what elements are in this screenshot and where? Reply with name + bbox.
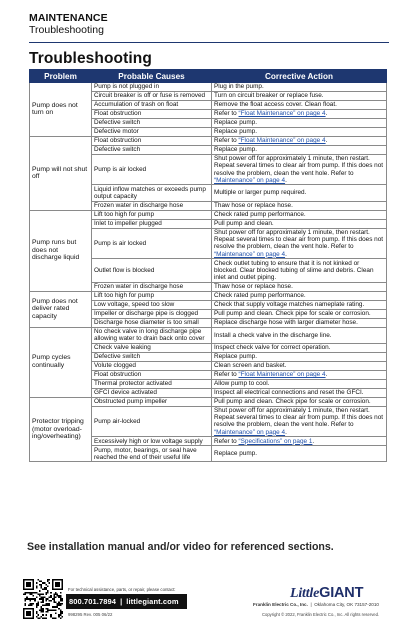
- table-body: [30, 83, 387, 462]
- action-text: Pull pump and clean.: [214, 220, 274, 228]
- action-cell: [212, 145, 387, 154]
- action-text: .: [285, 176, 287, 184]
- action-text: Check rated pump performance.: [214, 211, 306, 219]
- table-row: [30, 136, 387, 145]
- page-reference-link[interactable]: “Specifications” on page 1: [238, 437, 313, 445]
- action-text: Refer to: [214, 371, 239, 379]
- action-text: Pull pump and clean. Check pipe for scale or corrosion.: [214, 309, 371, 317]
- cause-cell: Defective switch: [92, 352, 212, 361]
- problem-cell: Protector tripping (motor overload-ing/overheating): [30, 397, 92, 462]
- cause-cell: Obstructed pump impeller: [92, 397, 212, 406]
- page-reference-link[interactable]: “Maintenance” on page 4: [214, 176, 286, 184]
- company-line: [253, 602, 379, 607]
- action-cell: [212, 309, 387, 318]
- header-divider: [29, 42, 389, 43]
- action-cell: [212, 282, 387, 291]
- separator: |: [309, 602, 313, 607]
- action-text: Turn on circuit breaker or replace fuse.: [214, 92, 324, 100]
- cause-cell: Pump, motor, bearings, or seal have reached the end of their useful life: [92, 446, 212, 462]
- subsection-label: Troubleshooting: [29, 24, 104, 36]
- cause-cell: Accumulation of trash on float: [92, 100, 212, 109]
- company-address: Oklahoma City, OK 73157-2010: [314, 602, 379, 607]
- page-reference-link[interactable]: “Float Maintenance” on page 4: [238, 137, 326, 145]
- action-cell: [212, 127, 387, 136]
- problem-cell: Pump runs but does not discharge liquid: [30, 210, 92, 291]
- phone-number[interactable]: 800.701.7894: [69, 597, 117, 606]
- cause-cell: Lift too high for pump: [92, 291, 212, 300]
- cause-cell: No check valve in long discharge pipe allowing water to drain back onto cover: [92, 327, 212, 343]
- action-cell: [212, 91, 387, 100]
- brand-logo: [290, 584, 363, 602]
- cause-cell: Defective motor: [92, 127, 212, 136]
- action-cell: [212, 361, 387, 370]
- action-cell: [212, 210, 387, 219]
- action-text: Replace pump.: [214, 450, 257, 458]
- action-text: Multiple or larger pump required.: [214, 189, 307, 197]
- cause-cell: Outlet flow is blocked: [92, 259, 212, 282]
- page-reference-link[interactable]: “Maintenance” on page 4: [214, 250, 286, 258]
- copyright: Copyright © 2022, Franklin Electric Co., Inc. All rights reserved.: [262, 612, 380, 617]
- action-text: .: [285, 250, 287, 258]
- action-cell: [212, 343, 387, 352]
- action-cell: [212, 291, 387, 300]
- action-text: Allow pump to cool.: [214, 380, 270, 388]
- table-row: [30, 291, 387, 300]
- cause-cell: Check valve leaking: [92, 343, 212, 352]
- cause-cell: Excessively high or low voltage supply: [92, 437, 212, 446]
- action-text: Pull pump and clean. Check pipe for scale or corrosion.: [214, 398, 371, 405]
- action-cell: [212, 154, 387, 185]
- cause-cell: Liquid inflow matches or exceeds pump output capacity: [92, 185, 212, 201]
- cause-cell: Pump is not plugged in: [92, 83, 212, 92]
- action-cell: [212, 406, 387, 437]
- action-cell: [212, 219, 387, 228]
- action-text: Check rated pump performance.: [214, 291, 306, 299]
- cause-cell: Float obstruction: [92, 370, 212, 379]
- action-cell: [212, 397, 387, 406]
- action-text: Refer to: [214, 437, 239, 445]
- contact-bar: [66, 594, 187, 609]
- action-cell: [212, 446, 387, 462]
- action-cell: [212, 352, 387, 361]
- cause-cell: Thermal protector activated: [92, 379, 212, 388]
- column-header-causes: Probable Causes: [92, 70, 212, 83]
- table-row: [30, 327, 387, 343]
- cause-cell: Volute clogged: [92, 361, 212, 370]
- cause-cell: Float obstruction: [92, 136, 212, 145]
- cause-cell: Discharge hose diameter is too small: [92, 318, 212, 327]
- logo-little: Little: [290, 586, 320, 601]
- table-row: [30, 83, 387, 92]
- action-cell: [212, 118, 387, 127]
- column-header-problem: Problem: [30, 70, 92, 83]
- cause-cell: Float obstruction: [92, 109, 212, 118]
- action-cell: [212, 300, 387, 309]
- action-text: Install a check valve in the discharge line.: [214, 331, 332, 339]
- action-text: Shut power off for approximately 1 minute, then restart. Repeat several times to clear air from pump. If this does not resolve the problem, clean the vent hole. Refer to: [214, 229, 384, 251]
- action-cell: [212, 136, 387, 145]
- action-text: Replace pump.: [214, 353, 257, 361]
- cause-cell: Impeller or discharge pipe is clogged: [92, 309, 212, 318]
- section-label: MAINTENANCE: [29, 12, 108, 24]
- action-text: Refer to: [214, 137, 239, 145]
- action-text: .: [325, 371, 328, 379]
- action-text: Inspect check valve for correct operation.: [214, 344, 331, 352]
- cause-cell: Lift too high for pump: [92, 210, 212, 219]
- logo-giant: GIANT: [319, 585, 364, 601]
- page-reference-link[interactable]: “Maintenance” on page 4: [214, 428, 286, 436]
- action-text: Inspect all electrical connections and reset the GFCI.: [214, 389, 364, 397]
- action-text: Thaw hose or replace hose.: [214, 282, 293, 290]
- cause-cell: Defective switch: [92, 145, 212, 154]
- action-cell: [212, 109, 387, 118]
- action-text: .: [325, 110, 328, 118]
- page-header: [29, 13, 389, 36]
- problem-cell: Pump cycles continually: [30, 327, 92, 397]
- action-text: Remove the float access cover. Clean float.: [214, 101, 337, 109]
- problem-cell: Pump does not deliver rated capacity: [30, 291, 92, 327]
- action-cell: [212, 100, 387, 109]
- action-text: Shut power off for approximately 1 minute, then restart. Repeat several times to clear air from pump. If this does not resolve the problem, clean the vent hole. Refer to: [214, 155, 384, 177]
- action-cell: [212, 259, 387, 282]
- action-text: Refer to: [214, 110, 239, 118]
- action-cell: [212, 318, 387, 327]
- problem-cell: Pump does not turn on: [30, 83, 92, 137]
- cause-cell: Frozen water in discharge hose: [92, 201, 212, 210]
- cause-cell: Pump air-locked: [92, 406, 212, 437]
- action-cell: [212, 201, 387, 210]
- separator: |: [120, 597, 123, 606]
- cause-cell: Pump is air locked: [92, 228, 212, 259]
- cause-cell: Pump is air locked: [92, 154, 212, 185]
- action-text: Replace pump.: [214, 146, 257, 154]
- cause-cell: Frozen water in discharge hose: [92, 282, 212, 291]
- cause-cell: Circuit breaker is off or fuse is removed: [92, 91, 212, 100]
- action-cell: [212, 388, 387, 397]
- action-text: .: [325, 137, 328, 145]
- document-number: 998295 Rev. 005 06/22: [68, 612, 113, 617]
- problem-cell: Pump will not shut off: [30, 136, 92, 210]
- page-reference-link[interactable]: “Float Maintenance” on page 4: [238, 110, 326, 118]
- table-row: [30, 397, 387, 406]
- action-cell: [212, 437, 387, 446]
- action-cell: [212, 370, 387, 379]
- action-cell: [212, 379, 387, 388]
- action-cell: [212, 228, 387, 259]
- contact-text: For technical assistance, parts, or repair, please contact:: [68, 587, 176, 592]
- action-text: Replace pump.: [214, 128, 257, 136]
- action-text: Check that supply voltage matches nameplate rating.: [214, 300, 365, 308]
- page-title: Troubleshooting: [29, 50, 152, 67]
- action-text: Clean screen and basket.: [214, 362, 287, 370]
- action-text: Replace pump.: [214, 119, 257, 127]
- action-cell: [212, 327, 387, 343]
- action-text: Thaw hose or replace hose.: [214, 202, 293, 210]
- cause-cell: Low voltage, speed too slow: [92, 300, 212, 309]
- action-text: .: [312, 437, 315, 445]
- action-text: Plug in the pump.: [214, 83, 264, 91]
- action-cell: [212, 185, 387, 201]
- table-row: [30, 210, 387, 219]
- action-text: .: [285, 428, 287, 436]
- cause-cell: Inlet to impeller plugged: [92, 219, 212, 228]
- troubleshooting-table: [29, 69, 387, 462]
- action-cell: [212, 83, 387, 92]
- action-text: Replace discharge hose with larger diameter hose.: [214, 318, 358, 326]
- qr-code-icon[interactable]: [23, 579, 63, 619]
- action-text: Shut power off for approximately 1 minute, then restart. Repeat several times to clear air from pump. If this does not resolve the problem, clean the vent hole. Refer to: [214, 406, 384, 429]
- website-link[interactable]: littlegiant.com: [126, 597, 179, 606]
- table-header-row: [30, 70, 387, 83]
- column-header-action: Corrective Action: [212, 70, 387, 83]
- cause-cell: GFCI device activated: [92, 388, 212, 397]
- cause-cell: Defective switch: [92, 118, 212, 127]
- page-reference-link[interactable]: “Float Maintenance” on page 4: [238, 371, 326, 379]
- action-text: Check outlet tubing to ensure that it is not kinked or blocked. Clear blocked tubing of slime and debris. Clean inlet and outlet piping.: [214, 259, 374, 281]
- company-name: Franklin Electric Co., Inc.: [253, 602, 308, 607]
- reference-note: See installation manual and/or video for referenced sections.: [27, 541, 334, 553]
